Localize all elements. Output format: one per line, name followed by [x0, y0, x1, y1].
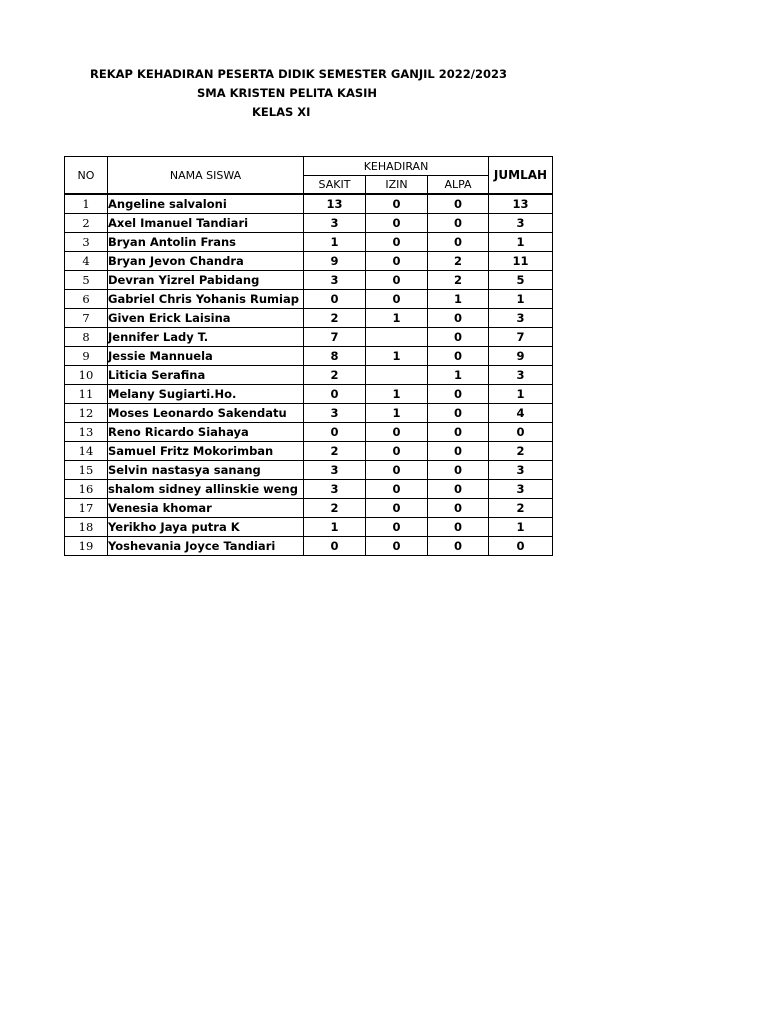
row-number: 15: [65, 461, 108, 480]
izin-count: 0: [366, 194, 428, 214]
student-name: Jennifer Lady T.: [108, 328, 304, 347]
table-row: [65, 423, 553, 442]
table-row: [65, 461, 553, 480]
table-row: [65, 366, 553, 385]
student-name: Liticia Serafina: [108, 366, 304, 385]
row-number: 14: [65, 442, 108, 461]
jumlah-total: 3: [489, 214, 553, 233]
header-no: NO: [65, 157, 108, 195]
header-sakit: SAKIT: [304, 176, 366, 195]
sakit-count: 0: [304, 290, 366, 309]
izin-count: 0: [366, 499, 428, 518]
alpa-count: 0: [428, 480, 489, 499]
row-number: 6: [65, 290, 108, 309]
sakit-count: 0: [304, 385, 366, 404]
izin-count: 0: [366, 252, 428, 271]
jumlah-total: 3: [489, 309, 553, 328]
student-name: Devran Yizrel Pabidang: [108, 271, 304, 290]
jumlah-total: 1: [489, 518, 553, 537]
sakit-count: 3: [304, 271, 366, 290]
sakit-count: 3: [304, 480, 366, 499]
student-name: Moses Leonardo Sakendatu: [108, 404, 304, 423]
izin-count: [366, 328, 428, 347]
row-number: 2: [65, 214, 108, 233]
student-name: Given Erick Laisina: [108, 309, 304, 328]
alpa-count: 1: [428, 290, 489, 309]
izin-count: 1: [366, 309, 428, 328]
table-row: [65, 309, 553, 328]
jumlah-total: 13: [489, 194, 553, 214]
izin-count: 1: [366, 404, 428, 423]
table-row: [65, 290, 553, 309]
jumlah-total: 1: [489, 233, 553, 252]
table-row: [65, 385, 553, 404]
izin-count: 1: [366, 347, 428, 366]
header-alpa: ALPA: [428, 176, 489, 195]
sakit-count: 1: [304, 518, 366, 537]
student-name: Reno Ricardo Siahaya: [108, 423, 304, 442]
jumlah-total: 9: [489, 347, 553, 366]
row-number: 17: [65, 499, 108, 518]
row-number: 16: [65, 480, 108, 499]
student-name: Yoshevania Joyce Tandiari: [108, 537, 304, 556]
izin-count: 0: [366, 518, 428, 537]
jumlah-total: 1: [489, 290, 553, 309]
student-name: Samuel Fritz Mokorimban: [108, 442, 304, 461]
alpa-count: 0: [428, 423, 489, 442]
table-row: [65, 252, 553, 271]
jumlah-total: 3: [489, 480, 553, 499]
sakit-count: 3: [304, 461, 366, 480]
alpa-count: 0: [428, 347, 489, 366]
izin-count: [366, 366, 428, 385]
izin-count: 0: [366, 271, 428, 290]
sakit-count: 3: [304, 214, 366, 233]
sakit-count: 0: [304, 423, 366, 442]
sakit-count: 7: [304, 328, 366, 347]
alpa-count: 1: [428, 366, 489, 385]
class-name: KELAS XI: [252, 105, 311, 119]
alpa-count: 2: [428, 271, 489, 290]
row-number: 13: [65, 423, 108, 442]
alpa-count: 0: [428, 499, 489, 518]
jumlah-total: 0: [489, 537, 553, 556]
student-name: shalom sidney allinskie weng: [108, 480, 304, 499]
jumlah-total: 11: [489, 252, 553, 271]
student-name: Axel Imanuel Tandiari: [108, 214, 304, 233]
table-row: [65, 404, 553, 423]
izin-count: 0: [366, 214, 428, 233]
sakit-count: 0: [304, 537, 366, 556]
alpa-count: 0: [428, 328, 489, 347]
attendance-table: [64, 156, 553, 556]
table-row: [65, 499, 553, 518]
izin-count: 0: [366, 290, 428, 309]
student-name: Jessie Mannuela: [108, 347, 304, 366]
header-izin: IZIN: [366, 176, 428, 195]
row-number: 8: [65, 328, 108, 347]
table-header: [65, 157, 553, 195]
row-number: 1: [65, 194, 108, 214]
alpa-count: 0: [428, 214, 489, 233]
izin-count: 0: [366, 480, 428, 499]
jumlah-total: 1: [489, 385, 553, 404]
header-jumlah: JUMLAH: [489, 157, 553, 195]
table-row: [65, 537, 553, 556]
table-row: [65, 518, 553, 537]
alpa-count: 0: [428, 309, 489, 328]
table-row: [65, 442, 553, 461]
row-number: 19: [65, 537, 108, 556]
row-number: 18: [65, 518, 108, 537]
izin-count: 1: [366, 385, 428, 404]
sakit-count: 13: [304, 194, 366, 214]
sakit-count: 8: [304, 347, 366, 366]
table-row: [65, 194, 553, 214]
alpa-count: 0: [428, 461, 489, 480]
jumlah-total: 3: [489, 461, 553, 480]
alpa-count: 0: [428, 385, 489, 404]
alpa-count: 0: [428, 442, 489, 461]
sakit-count: 9: [304, 252, 366, 271]
alpa-count: 2: [428, 252, 489, 271]
student-name: Gabriel Chris Yohanis Rumiap: [108, 290, 304, 309]
sakit-count: 3: [304, 404, 366, 423]
izin-count: 0: [366, 233, 428, 252]
sakit-count: 2: [304, 499, 366, 518]
student-name: Angeline salvaloni: [108, 194, 304, 214]
student-name: Selvin nastasya sanang: [108, 461, 304, 480]
alpa-count: 0: [428, 404, 489, 423]
sakit-count: 2: [304, 442, 366, 461]
row-number: 10: [65, 366, 108, 385]
alpa-count: 0: [428, 518, 489, 537]
row-number: 11: [65, 385, 108, 404]
izin-count: 0: [366, 461, 428, 480]
header-kehadiran: KEHADIRAN: [304, 157, 489, 176]
school-name: SMA KRISTEN PELITA KASIH: [197, 86, 378, 100]
table-row: [65, 214, 553, 233]
jumlah-total: 7: [489, 328, 553, 347]
row-number: 4: [65, 252, 108, 271]
table-row: [65, 271, 553, 290]
table-row: [65, 233, 553, 252]
sakit-count: 2: [304, 309, 366, 328]
student-name: Venesia khomar: [108, 499, 304, 518]
row-number: 3: [65, 233, 108, 252]
table-row: [65, 347, 553, 366]
report-title: REKAP KEHADIRAN PESERTA DIDIK SEMESTER GANJIL 2022/2023: [90, 67, 507, 81]
row-number: 7: [65, 309, 108, 328]
student-name: Bryan Antolin Frans: [108, 233, 304, 252]
sakit-count: 1: [304, 233, 366, 252]
izin-count: 0: [366, 423, 428, 442]
student-name: Bryan Jevon Chandra: [108, 252, 304, 271]
alpa-count: 0: [428, 233, 489, 252]
student-name: Melany Sugiarti.Ho.: [108, 385, 304, 404]
alpa-count: 0: [428, 537, 489, 556]
header-nama-siswa: NAMA SISWA: [108, 157, 304, 195]
izin-count: 0: [366, 537, 428, 556]
jumlah-total: 3: [489, 366, 553, 385]
table-row: [65, 328, 553, 347]
alpa-count: 0: [428, 194, 489, 214]
izin-count: 0: [366, 442, 428, 461]
jumlah-total: 0: [489, 423, 553, 442]
jumlah-total: 2: [489, 442, 553, 461]
sakit-count: 2: [304, 366, 366, 385]
row-number: 9: [65, 347, 108, 366]
jumlah-total: 5: [489, 271, 553, 290]
row-number: 12: [65, 404, 108, 423]
student-name: Yerikho Jaya putra K: [108, 518, 304, 537]
jumlah-total: 4: [489, 404, 553, 423]
table-row: [65, 480, 553, 499]
row-number: 5: [65, 271, 108, 290]
jumlah-total: 2: [489, 499, 553, 518]
table-body: [65, 194, 553, 556]
